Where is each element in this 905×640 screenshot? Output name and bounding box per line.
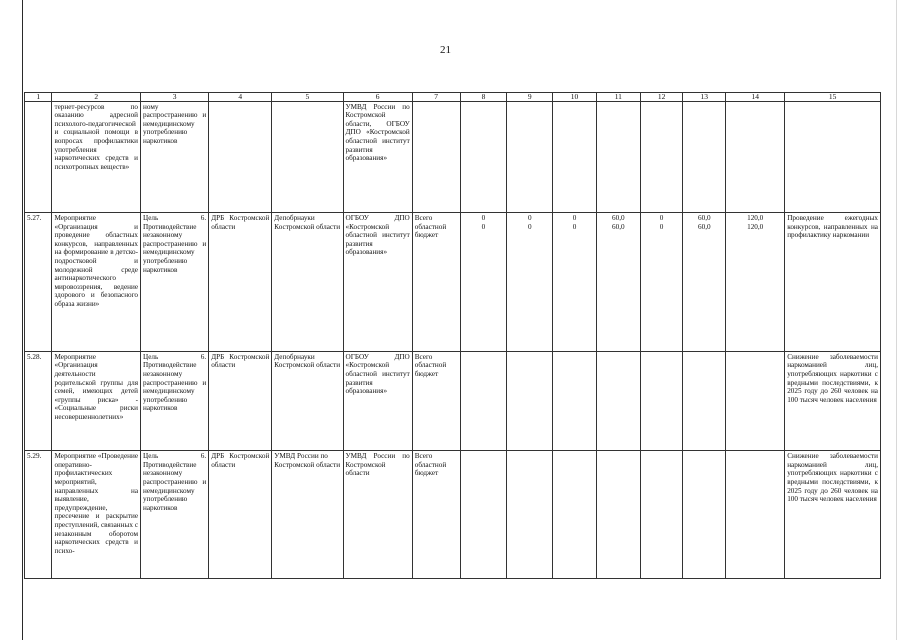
customer-cell: ДРБ Костромской области <box>209 351 272 451</box>
row-number: 5.29. <box>25 451 52 579</box>
executor-cell: Депобрнауки Костромской области <box>272 213 343 352</box>
header-cell: 7 <box>412 93 460 102</box>
header-cell: 9 <box>507 93 553 102</box>
executor-cell: Депобрнауки Костромской области <box>272 351 343 451</box>
value-budget: 0 <box>481 222 486 231</box>
value-budget: 60,0 <box>612 222 625 231</box>
value-cell <box>640 451 683 579</box>
value-budget: 0 <box>659 222 664 231</box>
header-cell: 8 <box>460 93 507 102</box>
source-budget: областной бюджет <box>414 222 447 240</box>
result-cell <box>785 101 881 213</box>
customer-cell <box>209 101 272 213</box>
value-cell <box>596 351 640 451</box>
source-cell <box>412 451 460 579</box>
goal-cell: Цель 6. Противодействие незаконному распространению и немедицинскому употреблению наркотиков <box>141 351 209 451</box>
value-budget: 0 <box>527 222 532 231</box>
value-cell <box>507 351 553 451</box>
page-number: 21 <box>440 44 451 56</box>
scan-edge-left <box>22 0 23 640</box>
executor-cell <box>272 101 343 213</box>
header-cell: 14 <box>726 93 785 102</box>
value-cell <box>683 101 726 213</box>
value-cell <box>596 451 640 579</box>
coexecutor-cell: УМВД России по Костромской области, ОГБОУ ДПО «Костромской областной институт развития образования» <box>343 101 412 213</box>
value-cell <box>726 351 785 451</box>
customer-cell: ДРБ Костромской области <box>209 213 272 352</box>
source-cell <box>412 101 460 213</box>
customer-cell: ДРБ Костромской области <box>209 451 272 579</box>
value-cell <box>507 101 553 213</box>
value-total: 60,0 <box>612 214 625 223</box>
value-cell <box>683 451 726 579</box>
coexecutor-cell: ОГБОУ ДПО «Костромской областной институт развития образования» <box>343 213 412 352</box>
value-cell <box>640 351 683 451</box>
header-row <box>25 93 881 102</box>
value-budget: 0 <box>572 222 577 231</box>
value-budget: 120,0 <box>747 222 764 231</box>
coexecutor-cell: ОГБОУ ДПО «Костромской областной институт развития образования» <box>343 351 412 451</box>
activity-cell: Мероприятие «Организация и проведение областных конкурсов, направленных на формирование в детско-подростковой и молодежной среде антинаркотического мировоззрения, ведение здорового и безопасного образа жизни» <box>52 213 141 352</box>
value-cell <box>553 451 597 579</box>
value-cell <box>596 213 640 352</box>
header-cell: 2 <box>52 93 141 102</box>
goal-cell: Цель 6. Противодействие незаконному распространению и немедицинскому употреблению наркотиков <box>141 451 209 579</box>
header-cell: 5 <box>272 93 343 102</box>
value-cell <box>640 101 683 213</box>
header-cell: 1 <box>25 93 52 102</box>
value-cell <box>460 451 507 579</box>
header-cell: 3 <box>141 93 209 102</box>
source-budget: областной бюджет <box>414 361 447 378</box>
activity-cell: Мероприятие «Организация деятельности родительской группы для семей, имеющих детей «группы риска» - «Социальные риски несовершеннолетних» <box>52 351 141 451</box>
header-cell: 13 <box>683 93 726 102</box>
row-number <box>25 101 52 213</box>
value-cell <box>507 213 553 352</box>
result-cell: Снижение заболеваемости наркоманией лиц, употребляющих наркотики с вредными последствиями, к 2025 году до 260 человек на 100 тысяч человек населения <box>785 351 881 451</box>
activity-cell: Мероприятие «Проведение оперативно-профилактических мероприятий, направленных на выявление, предупреждение, пресечение и раскрытие преступлений, связанных с незаконным оборотом наркотических средств и психо- <box>52 451 141 579</box>
source-cell <box>412 213 460 352</box>
executor-cell: УМВД России по Костромской области <box>272 451 343 579</box>
value-cell <box>726 101 785 213</box>
value-cell <box>507 451 553 579</box>
table-row <box>25 101 881 213</box>
source-total: Всего <box>414 352 433 361</box>
table-row <box>25 213 881 352</box>
value-cell <box>596 101 640 213</box>
result-cell: Проведение ежегодных конкурсов, направленных на профилактику наркомании <box>785 213 881 352</box>
header-cell: 11 <box>596 93 640 102</box>
value-cell <box>460 351 507 451</box>
value-cell <box>640 213 683 352</box>
activity-cell: тернет-ресурсов по оказанию адресной психолого-педагогической и социальной помощи в вопросах профилактики употребления наркотических средств и психотропных веществ» <box>52 101 141 213</box>
table-row <box>25 451 881 579</box>
value-total: 120,0 <box>747 214 764 223</box>
header-cell: 15 <box>785 93 881 102</box>
row-number: 5.28. <box>25 351 52 451</box>
goal-cell: Цель 6. Противодействие незаконному распространению и немедицинскому употреблению наркотиков <box>141 213 209 352</box>
source-cell <box>412 351 460 451</box>
value-cell <box>726 451 785 579</box>
coexecutor-cell: УМВД России по Костромской области <box>343 451 412 579</box>
value-total: 0 <box>572 214 577 223</box>
program-table <box>24 92 881 579</box>
value-total: 0 <box>659 214 664 223</box>
value-cell <box>460 213 507 352</box>
value-cell <box>553 101 597 213</box>
row-number: 5.27. <box>25 213 52 352</box>
value-cell <box>553 213 597 352</box>
source-budget: областной бюджет <box>414 460 447 478</box>
value-total: 0 <box>481 214 486 223</box>
value-cell <box>683 213 726 352</box>
table-row <box>25 351 881 451</box>
source-total: Всего <box>414 214 433 223</box>
result-cell: Снижение заболеваемости наркоманией лиц, употребляющих наркотики с вредными последствиями, к 2025 году до 260 человек на 100 тысяч человек населения <box>785 451 881 579</box>
value-cell <box>460 101 507 213</box>
scan-edge-right <box>896 0 897 640</box>
value-total: 0 <box>527 214 532 223</box>
source-total: Всего <box>414 452 433 461</box>
header-cell: 4 <box>209 93 272 102</box>
value-cell <box>726 213 785 352</box>
goal-cell: ному распространению и немедицинскому употреблению наркотиков <box>141 101 209 213</box>
value-cell <box>553 351 597 451</box>
value-cell <box>683 351 726 451</box>
header-cell: 10 <box>553 93 597 102</box>
header-cell: 6 <box>343 93 412 102</box>
header-cell: 12 <box>640 93 683 102</box>
value-budget: 60,0 <box>698 222 711 231</box>
value-total: 60,0 <box>698 214 711 223</box>
